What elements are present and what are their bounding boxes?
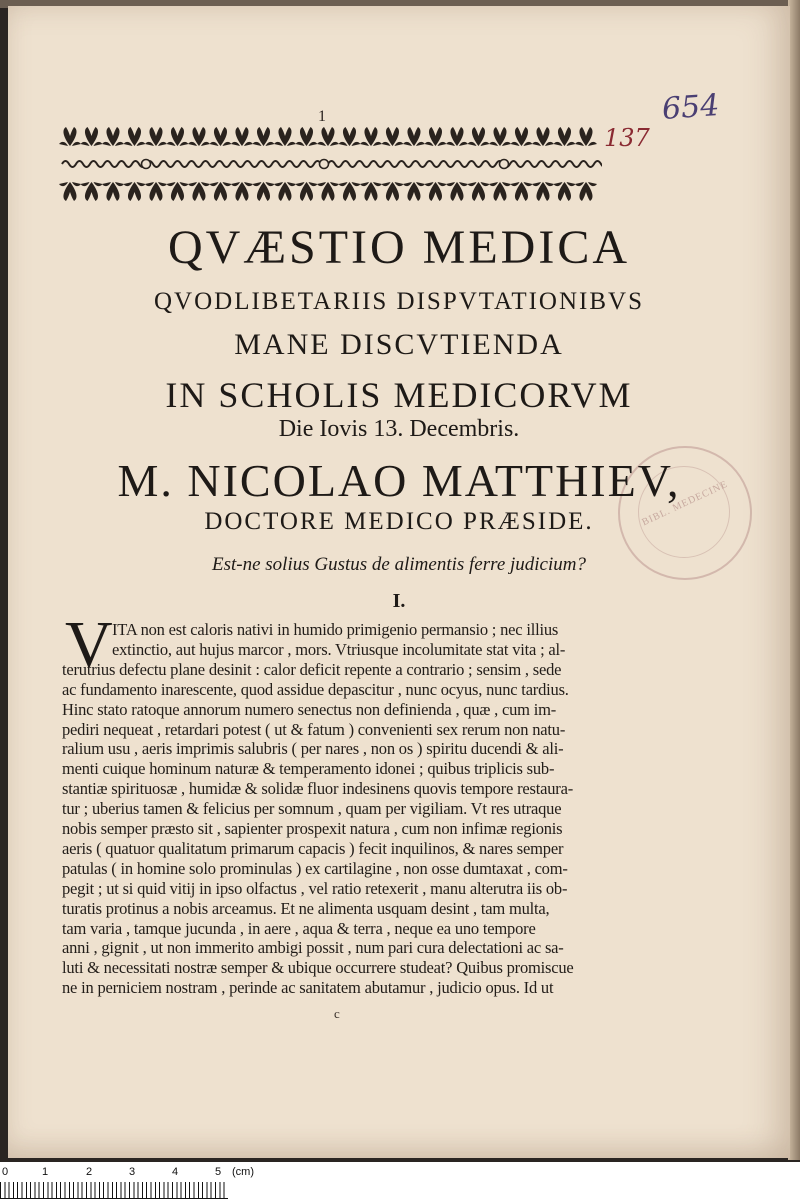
body-line: ac fundamento inarescente, quod assidue depascitur , nunc ocyus, nunc tardius. [62, 679, 569, 699]
body-line: tam varia , tamque jucunda , in aere , aqua & terra , neque ea uno tempore [62, 918, 536, 938]
section-number: I. [392, 590, 406, 612]
page-number: 1 [318, 108, 326, 125]
ruler-label-1: 1 [42, 1166, 49, 1178]
body-line: anni , gignit , ut non immerito ambigi possit , num pari cura delectationi ac sa- [62, 938, 564, 958]
handwritten-number: 654 [660, 88, 721, 127]
signature-mark: c [334, 1006, 340, 1021]
title-date: Die Iovis 13. Decembris. [278, 416, 520, 442]
ruler-label-3: 3 [129, 1166, 136, 1178]
handwritten-folio: 137 [604, 124, 650, 152]
body-line: tur ; uberius tamen & felicius per somnum , quam per vigiliam. Vt res utraque [62, 799, 562, 819]
body-line: pegit ; ut si quid vitij in ipso olfactus , vel ratio retexerit , manu alterutra iis ob- [62, 878, 568, 898]
body-line: patulas ( in homine solo prominulas ) ex cartilagine , non osse dumtaxat , com- [62, 858, 568, 878]
body-line: turatis protinus a nobis arceamus. Et ne alimenta usquam desint , tam multa, [62, 898, 550, 918]
body-line: ralium usu , aeris imprimis salubris ( per nares , non os ) spiritu ducendi & ali- [62, 739, 564, 759]
body-line: pediri nequeat , retardari potest ( ut & fatum ) convenienti sex rerum non natu- [62, 719, 566, 739]
body-line: extinctio, aut hujus marcor , mors. Vtriusque incolumitate stat vita ; al- [112, 639, 566, 659]
printer-ornament-band [58, 124, 602, 204]
library-stamp-text: BIBL. MEDECINE [640, 478, 730, 529]
body-line: terutrius defectu plane desinit : calor deficit repente a contrario ; sensim , sede [62, 659, 562, 679]
title-in-scholis: IN SCHOLIS MEDICORVM [165, 375, 633, 415]
body-line: menti cuique hominum naturæ & temperamento idonei ; quibus triplicis sub- [62, 759, 555, 779]
drop-cap: V [65, 608, 113, 681]
body-line: Hinc stato ratoque annorum numero senectus non definienda , quæ , cum im- [62, 699, 557, 719]
book-page [8, 6, 790, 1158]
thesis-question: Est-ne solius Gustus de alimentis ferre judicium? [212, 554, 586, 575]
title-president-name: M. NICOLAO MATTHIEV, [117, 455, 681, 506]
body-line: stantiæ spirituosæ , humidæ & solidæ fluor indesinens quovis tempore restaura- [62, 779, 573, 799]
body-line: ne in perniciem nostram , perinde ac sanitatem abutamur , judicio opus. Id ut [62, 978, 554, 998]
body-line: luti & necessitati nostræ semper & ubique occurrere studeat? Quibus promiscue [62, 958, 574, 978]
ruler-label-5: 5 [215, 1166, 222, 1178]
scale-ruler [0, 1162, 800, 1199]
body-line: nobis semper præsto sit , sapienter prospexit natura , cum non infimæ regionis [62, 819, 563, 838]
title-quaestio-medica: QVÆSTIO MEDICA [168, 221, 630, 274]
ruler-label-4: 4 [172, 1166, 179, 1178]
title-quodlibetariis: QVODLIBETARIIS DISPVTATIONIBVS [153, 288, 645, 315]
ruler-ticks [0, 1182, 228, 1199]
ruler-label-2: 2 [86, 1166, 93, 1178]
title-mane-discutienda: MANE DISCVTIENDA [234, 328, 564, 361]
body-line: aeris ( quatuor qualitatum primarum capacis ) fecit inquilinos, & nares semper [62, 838, 564, 858]
title-doctore-medico: DOCTORE MEDICO PRÆSIDE. [204, 508, 594, 535]
ruler-label-unit: (cm) [232, 1166, 254, 1178]
ruler-label-0: 0 [2, 1166, 9, 1178]
body-line: ITA non est caloris nativi in humido primigenio permansio ; nec illius [112, 620, 559, 639]
